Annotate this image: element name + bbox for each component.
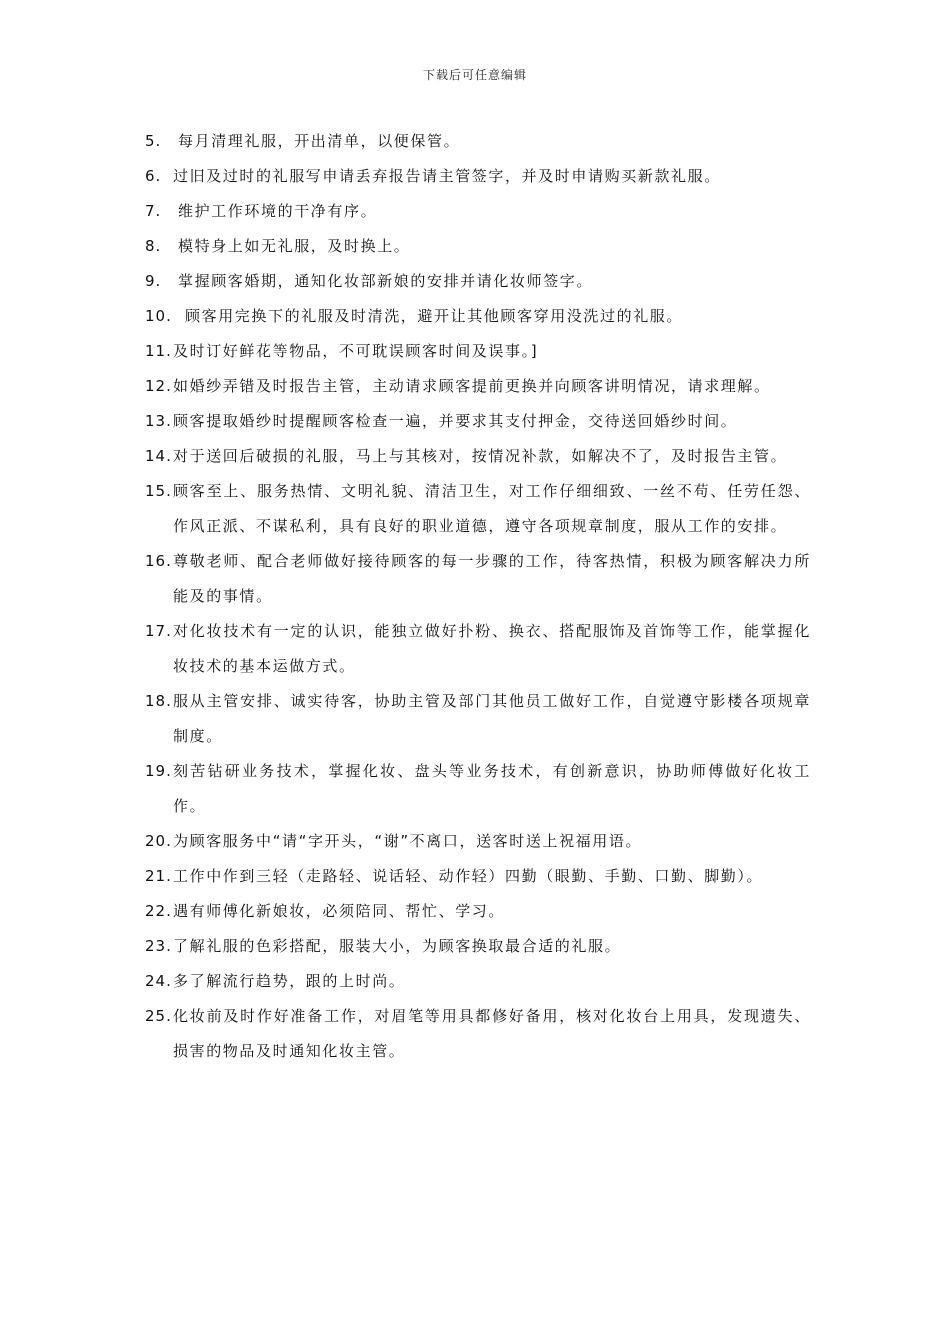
list-item-text: 服从主管安排、诚实待客，协助主管及部门其他员工做好工作，自觉遵守影楼各项规章制度。 [173, 692, 811, 745]
list-item [145, 404, 811, 439]
list-item-number: 21. [145, 867, 172, 885]
list-item [145, 369, 811, 404]
list-item [145, 439, 811, 474]
list-item [145, 929, 811, 964]
list-item-number: 14. [145, 447, 172, 465]
list-item [145, 684, 811, 754]
list-item-text: 掌握顾客婚期，通知化妆部新娘的安排并请化妆师签字。 [178, 272, 594, 290]
list-item-text: 对化妆技术有一定的认识，能独立做好扑粉、换衣、搭配服饰及首饰等工作，能掌握化妆技术的基本运做方式。 [173, 622, 811, 675]
list-item-number: 25. [145, 1007, 172, 1025]
list-item-number: 7. [145, 202, 162, 220]
list-item [145, 859, 811, 894]
list-item-number: 19. [145, 762, 172, 780]
list-item [145, 474, 811, 544]
list-item-number: 13. [145, 412, 172, 430]
list-item-number: 12. [145, 377, 172, 395]
list-item [145, 334, 811, 369]
list-item-text: 尊敬老师、配合老师做好接待顾客的每一步骤的工作，待客热情，积极为顾客解决力所能及的事情。 [173, 552, 811, 605]
list-item-number: 18. [145, 692, 172, 710]
list-item [145, 614, 811, 684]
list-item-text: 维护工作环境的干净有序。 [178, 202, 378, 220]
list-item-text: 每月清理礼服，开出清单，以便保管。 [178, 132, 461, 150]
list-item-text: 模特身上如无礼服，及时换上。 [178, 237, 411, 255]
list-item [145, 964, 811, 999]
list-item [145, 544, 811, 614]
list-item [145, 754, 811, 824]
list-item-number: 11. [145, 342, 172, 360]
list-item-number: 24. [145, 972, 172, 990]
list-item [145, 999, 811, 1069]
list-item [145, 894, 811, 929]
list-item [145, 264, 811, 299]
list-item-number: 10. [145, 307, 172, 325]
list-item [145, 229, 811, 264]
list-item-text: 如婚纱弄错及时报告主管，主动请求顾客提前更换并向顾客讲明情况，请求理解。 [173, 377, 771, 395]
list-item-number: 5. [145, 132, 162, 150]
list-item-number: 9. [145, 272, 162, 290]
list-item [145, 124, 811, 159]
list-item [145, 159, 811, 194]
document-body [145, 124, 811, 1069]
list-item-text: 了解礼服的色彩搭配，服装大小，为顾客换取最合适的礼服。 [173, 937, 622, 955]
list-item [145, 194, 811, 229]
list-item-number: 8. [145, 237, 162, 255]
list-item-number: 17. [145, 622, 172, 640]
list-item-text: 顾客至上、服务热情、文明礼貌、清洁卫生，对工作仔细细致、一丝不苟、任劳任怨、作风正派、不谋私利，具有良好的职业道德，遵守各项规章制度，服从工作的安排。 [173, 482, 811, 535]
list-item-number: 15. [145, 482, 172, 500]
list-item-number: 20. [145, 832, 172, 850]
list-item-text: 工作中作到三轻（走路轻、说话轻、动作轻）四勤（眼勤、手勤、口勤、脚勤）。 [173, 867, 764, 885]
list-item-number: 16. [145, 552, 172, 570]
list-item-number: 6. [145, 167, 162, 185]
list-item-text: 顾客提取婚纱时提醒顾客检查一遍，并要求其支付押金，交待送回婚纱时间。 [173, 412, 738, 430]
list-item [145, 824, 811, 859]
list-item-text: 对于送回后破损的礼服，马上与其核对，按情况补款，如解决不了，及时报告主管。 [173, 447, 788, 465]
list-item-text: 及时订好鲜花等物品，不可耽误顾客时间及误事。] [173, 342, 539, 360]
list-item-text: 多了解流行趋势，跟的上时尚。 [173, 972, 406, 990]
list-item-text: 化妆前及时作好准备工作，对眉笔等用具都修好备用，核对化妆台上用具，发现遗失、损害的物品及时通知化妆主管。 [173, 1007, 811, 1060]
list-item [145, 299, 811, 334]
list-item-text: 顾客用完换下的礼服及时清洗，避开让其他顾客穿用没洗过的礼服。 [185, 307, 684, 325]
list-item-text: 刻苦钻研业务技术，掌握化妆、盘头等业务技术，有创新意识，协助师傅做好化妆工作。 [173, 762, 811, 815]
list-item-text: 过旧及过时的礼服写申请丢弃报告请主管签字，并及时申请购买新款礼服。 [173, 167, 721, 185]
list-item-text: 遇有师傅化新娘妆，必须陪同、帮忙、学习。 [173, 902, 506, 920]
list-item-text: 为顾客服务中“请“字开头，“谢”不离口，送客时送上祝福用语。 [173, 832, 643, 850]
list-item-number: 23. [145, 937, 172, 955]
page-header: 下载后可任意编辑 [422, 68, 527, 82]
list-item-number: 22. [145, 902, 172, 920]
